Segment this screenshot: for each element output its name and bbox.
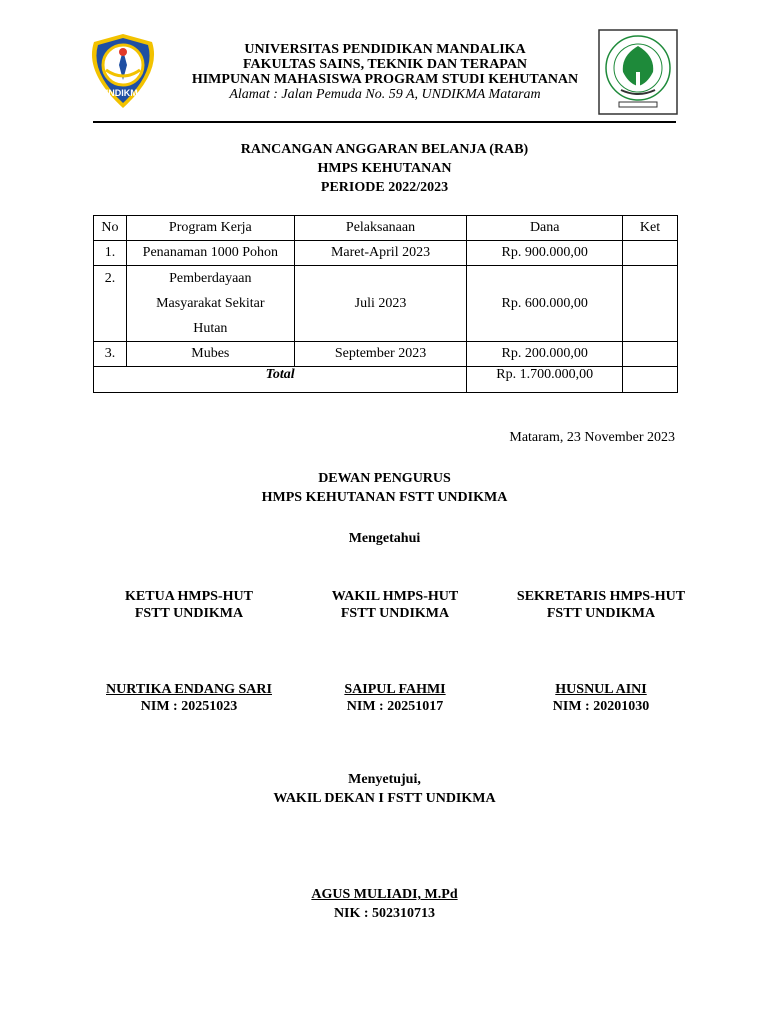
cell-program-line: Masyarakat Sekitar (156, 296, 265, 311)
logo-left-text: UNDIKMA (101, 88, 145, 98)
header-schedule: Pelaksanaan (294, 216, 467, 241)
cell-fund: Rp. 900.000,00 (467, 241, 623, 266)
signer-chair (84, 681, 294, 715)
signer-secretary-role (496, 588, 706, 622)
signer-id: NIM : 20251017 (346, 699, 444, 714)
letterhead-divider (93, 121, 676, 123)
acknowledged-label: Mengetahui (348, 531, 421, 546)
cell-note (623, 241, 678, 266)
letterhead (170, 42, 600, 102)
table-row (94, 266, 678, 342)
signer-id: NIM : 20251023 (140, 699, 238, 714)
cell-no: 3. (94, 342, 127, 367)
cell-schedule: Maret-April 2023 (294, 241, 467, 266)
table-row (94, 241, 678, 266)
letterhead-university: UNIVERSITAS PENDIDIKAN MANDALIKA (244, 42, 526, 57)
signer-chair-role (84, 588, 294, 622)
header-fund: Dana (467, 216, 623, 241)
signer-role-line: FSTT UNDIKMA (340, 606, 450, 621)
signer-id: NIM : 20201030 (552, 699, 650, 714)
header-program: Program Kerja (126, 216, 294, 241)
signer-role-line: WAKIL HMPS-HUT (331, 589, 459, 604)
cell-program: Penanaman 1000 Pohon (126, 241, 294, 266)
title-line-3: PERIODE 2022/2023 (320, 180, 449, 195)
approval-id: NIK : 502310713 (333, 906, 436, 921)
signer-vice-chair (290, 681, 500, 715)
total-label: Total (94, 367, 467, 393)
approval-signer (93, 885, 676, 923)
cell-program (126, 266, 294, 342)
title-line-2: HMPS KEHUTANAN (317, 161, 452, 176)
hmps-kehutanan-logo-icon (597, 28, 679, 116)
total-note (623, 367, 678, 393)
document-title (93, 140, 676, 197)
date-line: Mataram, 23 November 2023 (509, 430, 675, 445)
signer-role-line: KETUA HMPS-HUT (125, 589, 253, 604)
cell-program: Mubes (126, 342, 294, 367)
cell-program-line: Pemberdayaan (169, 271, 252, 286)
approval-role: WAKIL DEKAN I FSTT UNDIKMA (273, 791, 496, 806)
approval-name: AGUS MULIADI, M.Pd (311, 887, 458, 902)
cell-note (623, 266, 678, 342)
cell-no: 1. (94, 241, 127, 266)
cell-program-line: Hutan (193, 321, 228, 336)
letterhead-organization: HIMPUNAN MAHASISWA PROGRAM STUDI KEHUTANAN (191, 72, 579, 87)
cell-no: 2. (94, 266, 127, 342)
signer-name: NURTIKA ENDANG SARI (106, 682, 272, 697)
approval-block (93, 770, 676, 808)
header-note: Ket (623, 216, 678, 241)
table-total-row (94, 367, 678, 393)
signer-vice-chair-role (290, 588, 500, 622)
cell-schedule: Juli 2023 (294, 266, 467, 342)
board-title (93, 469, 676, 507)
cell-schedule: September 2023 (294, 342, 467, 367)
approval-label: Menyetujui, (348, 772, 421, 787)
budget-table (93, 215, 678, 393)
board-line-1: DEWAN PENGURUS (318, 471, 451, 486)
signer-name: SAIPUL FAHMI (344, 682, 446, 697)
signer-role-line: SEKRETARIS HMPS-HUT (516, 589, 686, 604)
letterhead-faculty: FAKULTAS SAINS, TEKNIK DAN TERAPAN (242, 57, 528, 72)
board-line-2: HMPS KEHUTANAN FSTT UNDIKMA (261, 490, 508, 505)
cell-fund: Rp. 600.000,00 (467, 266, 623, 342)
total-value: Rp. 1.700.000,00 (467, 367, 623, 393)
signer-role-line: FSTT UNDIKMA (134, 606, 244, 621)
university-logo-icon (82, 32, 164, 110)
table-header-row (94, 216, 678, 241)
table-row (94, 342, 678, 367)
signer-name: HUSNUL AINI (555, 682, 647, 697)
cell-fund: Rp. 200.000,00 (467, 342, 623, 367)
letterhead-address: Alamat : Jalan Pemuda No. 59 A, UNDIKMA Mataram (229, 87, 541, 102)
title-line-1: RANCANGAN ANGGARAN BELANJA (RAB) (240, 142, 529, 157)
signer-secretary (496, 681, 706, 715)
header-no: No (94, 216, 127, 241)
cell-note (623, 342, 678, 367)
signer-role-line: FSTT UNDIKMA (546, 606, 656, 621)
